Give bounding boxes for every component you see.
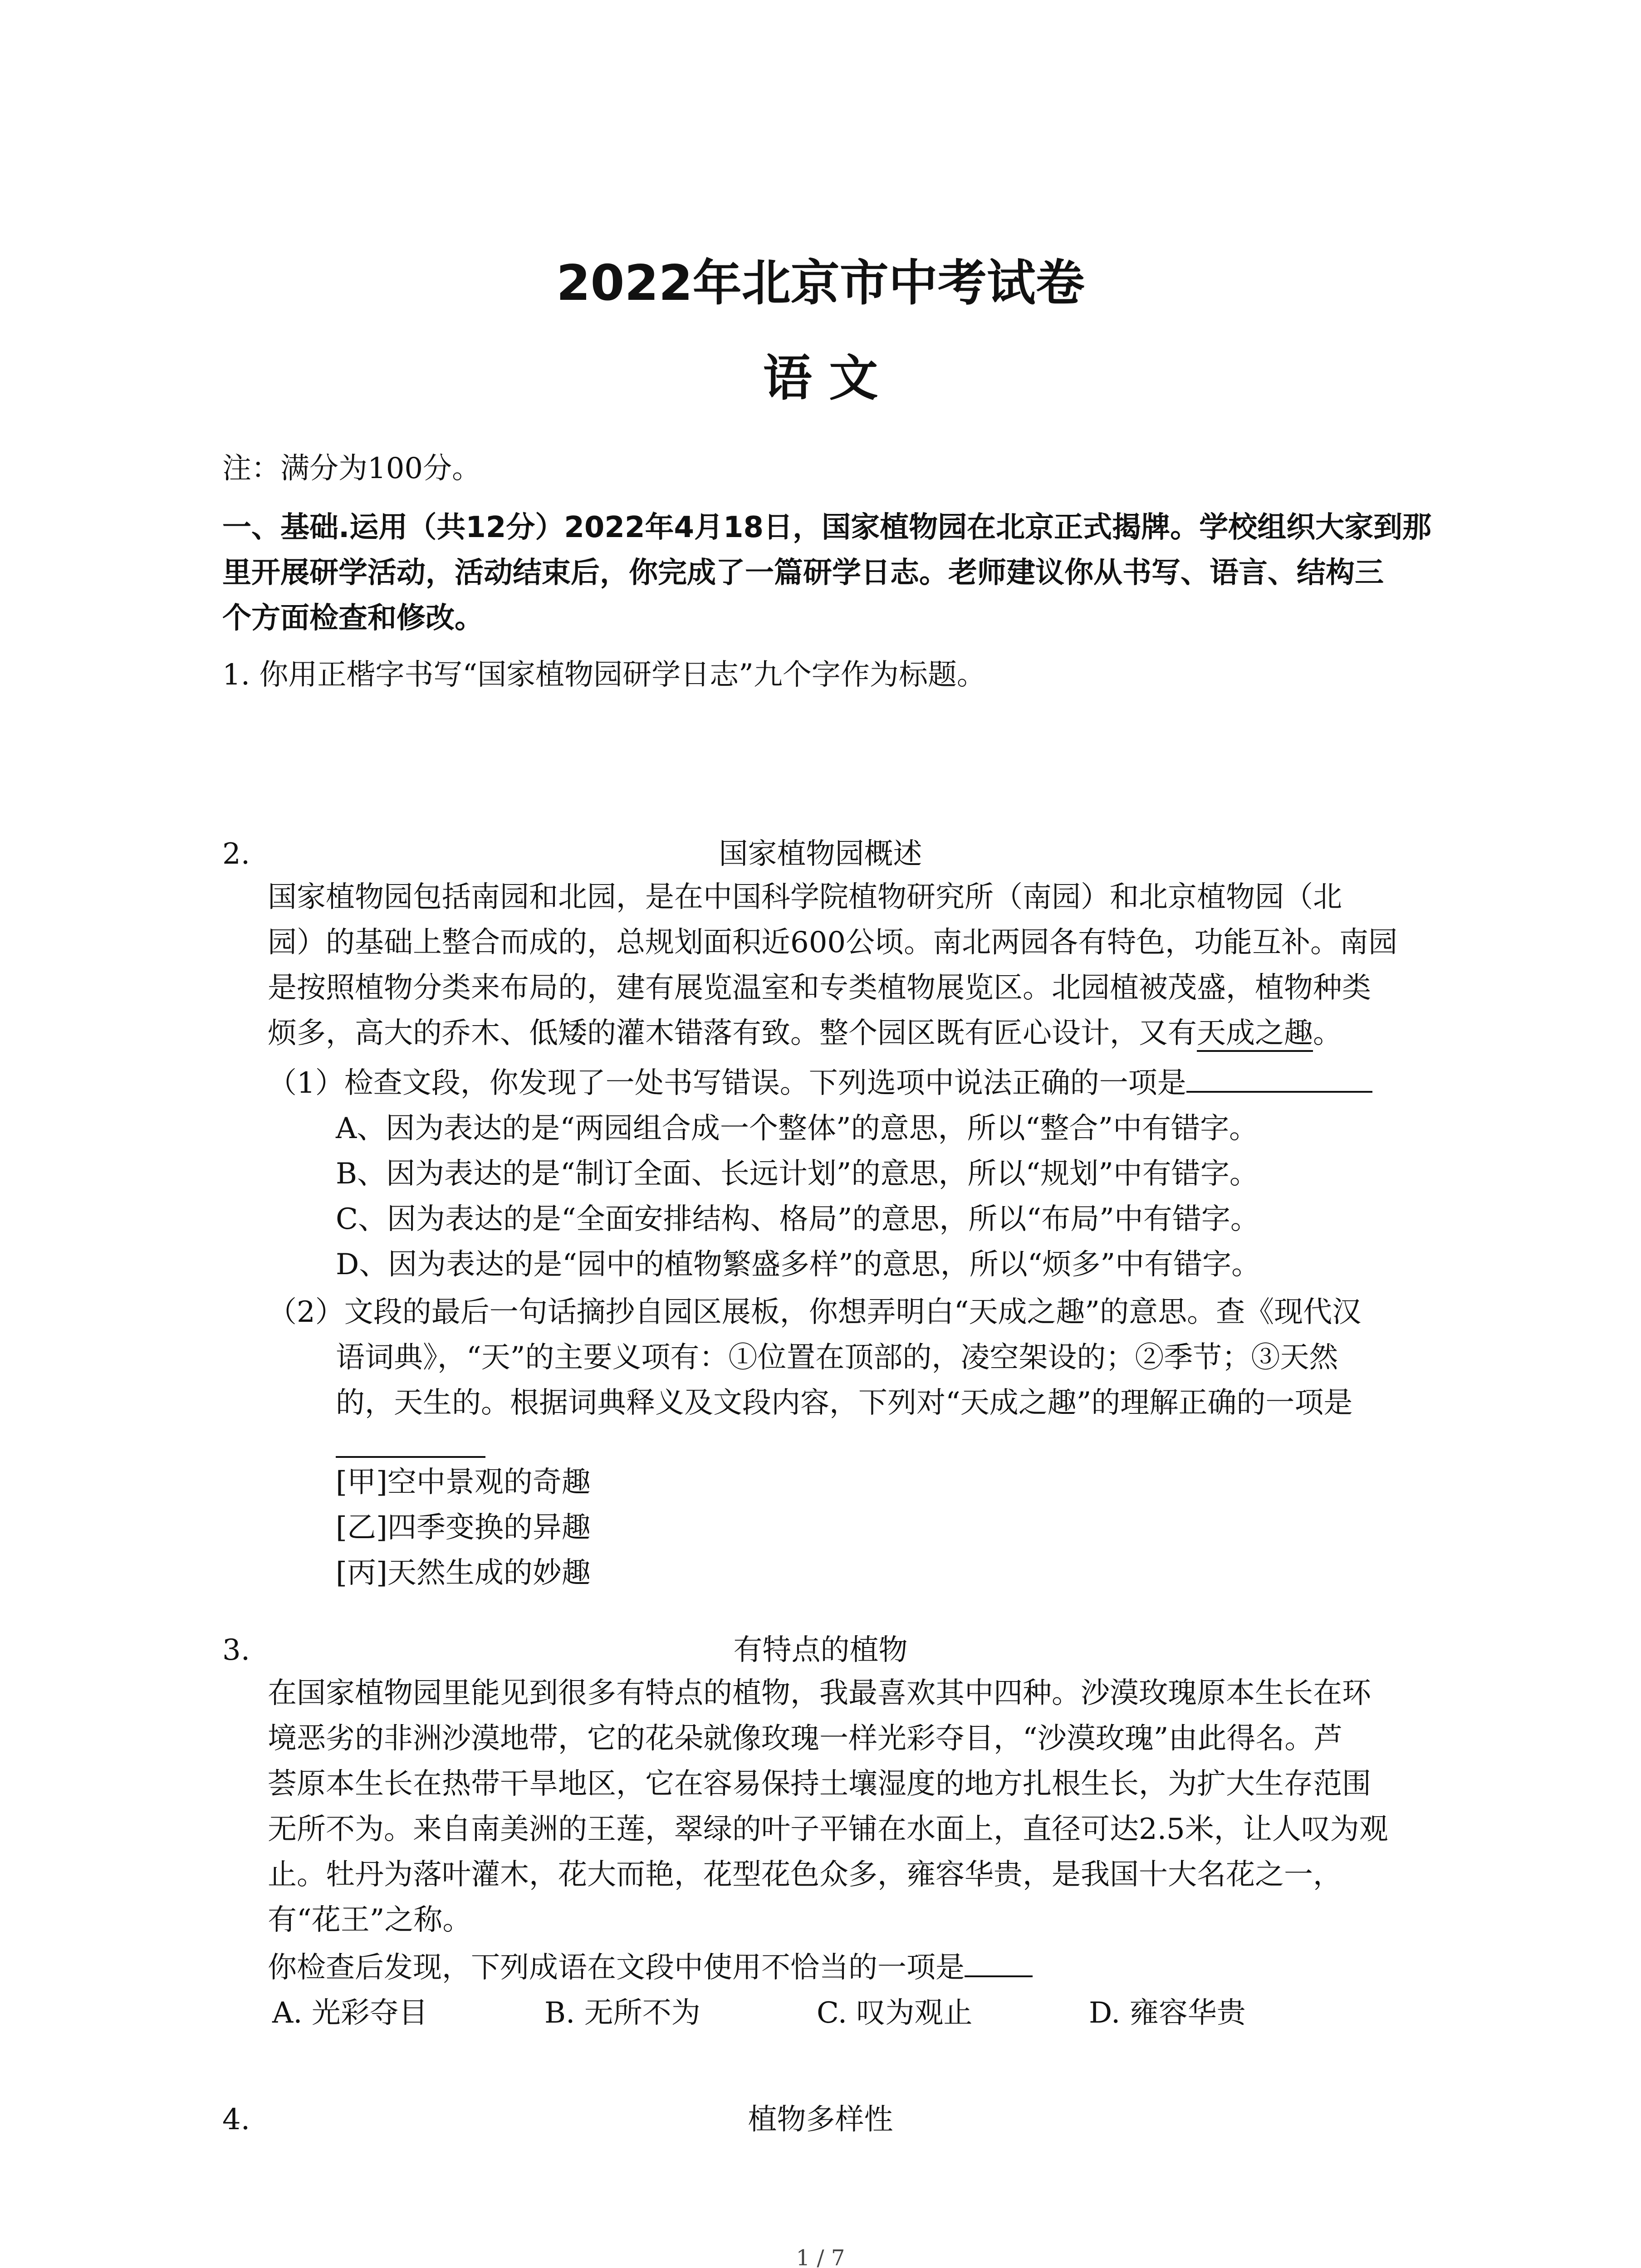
q3-para-line: 止。牡丹为落叶灌木，花大而艳，花型花色众多，雍容华贵，是我国十大名花之一， [268, 1858, 1342, 1892]
q3-para-line: 有“花王”之称。 [268, 1903, 472, 1937]
q3-option-b: B. 无所不为 [544, 1996, 700, 2030]
page-number: 1 / 7 [796, 2245, 845, 2268]
q4-number: 4. [222, 2103, 250, 2136]
q3-option-c: C. 叹为观止 [817, 1996, 973, 2030]
q2-sub1-label: （1） [268, 1066, 344, 1100]
q2-para-line: 是按照植物分类来布局的，建有展览温室和专类植物展览区。北园植被茂盛，植物种类 [268, 971, 1371, 1005]
score-note: 注：满分为100分。 [222, 452, 481, 485]
q2-sub2-line: 的，天生的。根据词典释义及文段内容，下列对“天成之趣”的理解正确的一项是 [336, 1386, 1353, 1420]
q3-para-line: 荟原本生长在热带干旱地区，它在容易保持土壤湿度的地方扎根生长，为扩大生存范围 [268, 1767, 1371, 1801]
q3-option-a: A. 光彩夺目 [272, 1996, 428, 2030]
q3-number: 3. [222, 1633, 250, 1667]
q3-question [268, 1946, 1033, 1989]
q3-options [272, 1991, 1361, 2035]
exam-title: 2022年北京市中考试卷 [556, 255, 1085, 312]
section1-line: 里开展研学活动，活动结束后，你完成了一篇研学日志。老师建议你从书写、语言、结构三 [222, 556, 1384, 590]
q2-sub1 [268, 1061, 1372, 1105]
q2-sub1-option: B、因为表达的是“制订全面、长远计划”的意思，所以“规划”中有错字。 [336, 1157, 1259, 1191]
q3-para-line: 境恶劣的非洲沙漠地带，它的花朵就像玫瑰一样光彩夺目，“沙漠玫瑰”由此得名。芦 [268, 1722, 1343, 1755]
q3-option-d: D. 雍容华贵 [1089, 1996, 1246, 2030]
q2-sub1-option: D、因为表达的是“园中的植物繁盛多样”的意思，所以“烦多”中有错字。 [336, 1248, 1261, 1281]
question-1: 1. 你用正楷字书写“国家植物园研学日志”九个字作为标题。 [222, 658, 986, 692]
q3-para-line: 无所不为。来自南美洲的王莲，翠绿的叶子平铺在水面上，直径可达2.5米，让人叹为观 [268, 1813, 1388, 1846]
q2-para-end: 。 [1313, 1017, 1342, 1050]
answer-blank[interactable] [336, 1456, 485, 1458]
subject-title: 语 文 [763, 350, 878, 407]
q2-sub2-label: （2） [268, 1295, 344, 1329]
q2-para-line [268, 1012, 1342, 1055]
q2-sub2-text: 文段的最后一句话摘抄自园区展板，你想弄明白“天成之趣”的意思。查《现代汉 [344, 1295, 1362, 1329]
q2-sub2-option: [丙]天然生成的妙趣 [336, 1556, 591, 1590]
q2-heading: 国家植物园概述 [719, 837, 922, 871]
q2-sub2-line [268, 1290, 1361, 1334]
q2-number: 2. [222, 837, 250, 871]
section1-line: 一、基础.运用（共12分）2022年4月18日，国家植物园在北京正式揭牌。学校组织大家到那 [222, 511, 1432, 544]
q3-heading: 有特点的植物 [733, 1633, 908, 1667]
underlined-phrase: 天成之趣 [1197, 1017, 1313, 1052]
q2-para-line: 园）的基础上整合而成的，总规划面积近600公顷。南北两园各有特色，功能互补。南园 [268, 926, 1398, 959]
q2-sub2-option: [甲]空中景观的奇趣 [336, 1466, 591, 1499]
q2-sub1-stem: 检查文段，你发现了一处书写错误。下列选项中说法正确的一项是 [344, 1066, 1186, 1100]
q2-sub2-line: 语词典》，“天”的主要义项有：①位置在顶部的，凌空架设的；②季节；③天然 [336, 1341, 1338, 1374]
q2-para-line: 国家植物园包括南园和北园，是在中国科学院植物研究所（南园）和北京植物园（北 [268, 880, 1342, 914]
answer-blank[interactable] [1186, 1064, 1372, 1093]
q2-sub1-option: C、因为表达的是“全面安排结构、格局”的意思，所以“布局”中有错字。 [336, 1202, 1259, 1236]
q2-para-text: 烦多，高大的乔木、低矮的灌木错落有致。整个园区既有匠心设计，又有 [268, 1017, 1197, 1050]
q3-question-text: 你检查后发现，下列成语在文段中使用不恰当的一项是 [268, 1951, 965, 1984]
q4-heading: 植物多样性 [748, 2103, 893, 2136]
answer-blank[interactable] [965, 1948, 1033, 1977]
section1-line: 个方面检查和修改。 [222, 601, 484, 635]
q3-para-line: 在国家植物园里能见到很多有特点的植物，我最喜欢其中四种。沙漠玫瑰原本生长在环 [268, 1677, 1371, 1710]
q2-sub1-option: A、因为表达的是“两园组合成一个整体”的意思，所以“整合”中有错字。 [336, 1112, 1259, 1145]
q2-sub2-option: [乙]四季变换的异趣 [336, 1511, 591, 1545]
